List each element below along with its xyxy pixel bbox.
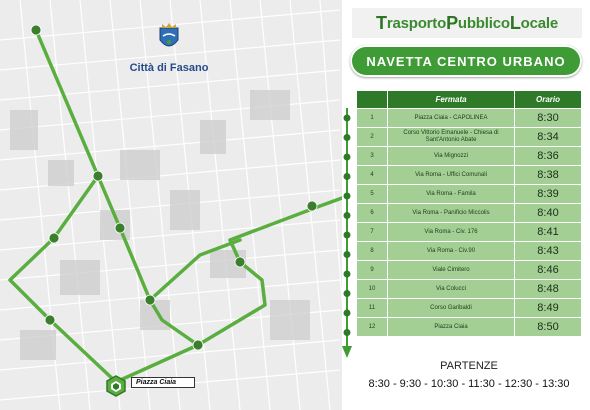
timeline-stop-dot <box>344 329 351 336</box>
stop-name: Corso Garibaldi <box>388 299 514 317</box>
city-crest-icon <box>158 22 180 52</box>
timeline-stop-dot <box>344 173 351 180</box>
timeline-stop-dot <box>344 310 351 317</box>
timeline-stop-dot <box>344 271 351 278</box>
stop-time: 8:40 <box>515 204 581 222</box>
timetable-row <box>357 261 581 279</box>
stops-timeline <box>342 108 352 358</box>
stop-number: 10 <box>357 280 387 298</box>
stop-time: 8:34 <box>515 128 581 146</box>
stop-number: 11 <box>357 299 387 317</box>
timetable-row <box>357 299 581 317</box>
title-word-rest: rasporto <box>386 14 447 32</box>
title-word-rest: ocale <box>520 14 558 32</box>
stop-name: Via Roma - Famila <box>388 185 514 203</box>
stop-time: 8:30 <box>515 109 581 127</box>
timetable-row <box>357 109 581 127</box>
stop-number: 12 <box>357 318 387 336</box>
timeline-stop-dot <box>344 251 351 258</box>
stop-number: 6 <box>357 204 387 222</box>
timeline-stop-dot <box>344 154 351 161</box>
timetable-row <box>357 166 581 184</box>
col-stop-header: Fermata <box>388 91 514 108</box>
stop-time: 8:36 <box>515 147 581 165</box>
stop-name: Piazza Ciaia <box>388 318 514 336</box>
departures-title: PARTENZE <box>440 360 498 372</box>
timetable-header-row <box>357 91 581 108</box>
stop-name: Via Mignozzi <box>388 147 514 165</box>
city-name: Città di Fasano <box>129 62 209 74</box>
timetable-row <box>357 242 581 260</box>
stop-number: 5 <box>357 185 387 203</box>
stop-time: 8:39 <box>515 185 581 203</box>
departures-times: 8:30 - 9:30 - 10:30 - 11:30 - 12:30 - 13:30 <box>368 378 570 390</box>
timeline-stop-dot <box>344 134 351 141</box>
stop-number: 9 <box>357 261 387 279</box>
stop-time: 8:49 <box>515 299 581 317</box>
stop-name: Via Roma - Uffici Comunali <box>388 166 514 184</box>
stop-number: 1 <box>357 109 387 127</box>
timetable-row <box>357 318 581 336</box>
timetable-row <box>357 223 581 241</box>
stop-name: Via Roma - Panificio Miccolis <box>388 204 514 222</box>
stop-name: Piazza Ciaia - CAPOLINEA <box>388 109 514 127</box>
timeline-stop-dot <box>344 212 351 219</box>
stop-number: 2 <box>357 128 387 146</box>
stop-number: 8 <box>357 242 387 260</box>
stop-time: 8:46 <box>515 261 581 279</box>
timetable-row <box>357 128 581 146</box>
stop-number: 3 <box>357 147 387 165</box>
stop-number: 7 <box>357 223 387 241</box>
title-capital-letter: T <box>376 12 387 33</box>
page-title <box>352 8 582 38</box>
timeline-stop-dot <box>344 193 351 200</box>
stop-name: Corso Vittorio Emanuele - Chiesa di Sant'Antonio Abate <box>388 128 514 146</box>
timeline-stop-dot <box>344 290 351 297</box>
origin-stop-icon <box>105 375 127 397</box>
stop-time: 8:41 <box>515 223 581 241</box>
title-capital-letter: L <box>509 12 521 33</box>
stop-time: 8:43 <box>515 242 581 260</box>
title-word-rest: ubblico <box>457 14 510 32</box>
stop-name: Via Roma - Civ. 176 <box>388 223 514 241</box>
stop-name: Via Colucci <box>388 280 514 298</box>
timetable <box>356 90 582 337</box>
stop-name: Viale Cimitero <box>388 261 514 279</box>
col-number-header <box>357 91 387 108</box>
title-capital-letter: P <box>446 12 458 33</box>
timeline-stop-dot <box>344 115 351 122</box>
col-time-header: Orario <box>515 91 581 108</box>
stop-time: 8:48 <box>515 280 581 298</box>
origin-label: Piazza Ciaia <box>131 377 195 388</box>
service-name-badge: NAVETTA CENTRO URBANO <box>350 45 582 77</box>
stop-number: 4 <box>357 166 387 184</box>
timeline-stop-dot <box>344 232 351 239</box>
stop-time: 8:38 <box>515 166 581 184</box>
timetable-row <box>357 280 581 298</box>
timetable-row <box>357 147 581 165</box>
stop-time: 8:50 <box>515 318 581 336</box>
timetable-row <box>357 185 581 203</box>
stop-name: Via Roma - Civ.90 <box>388 242 514 260</box>
timetable-row <box>357 204 581 222</box>
